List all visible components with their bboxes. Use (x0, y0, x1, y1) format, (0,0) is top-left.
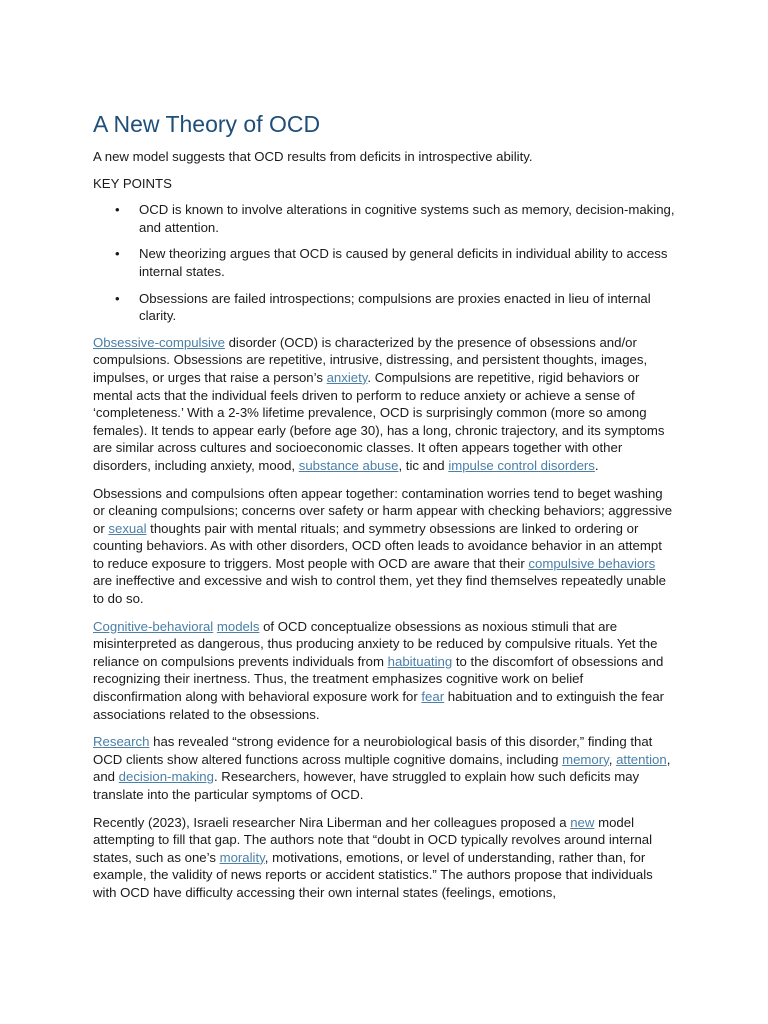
p1-text-1: disorder (OCD) is characterized by the presence of obsessions and/or compulsions. Obsessions are repetitive, intrusive, distressing, and persistent thoughts, images, impulses, or urges that raise a person’s (93, 334, 648, 385)
paragraph-obsessions-compulsions (93, 485, 675, 608)
link-attention[interactable]: attention (616, 751, 667, 767)
article-subtitle: A new model suggests that OCD results from deficits in introspective ability. (93, 149, 533, 164)
p2-text-2: thoughts pair with mental rituals; and symmetry obsessions are linked to ordering or counting behaviors. As with other disorders, OCD often leads to avoidance behavior in an attempt to reduce exposure to triggers. Most people with OCD are aware that their (93, 520, 662, 571)
link-compulsive-behaviors[interactable]: compulsive behaviors (528, 555, 656, 571)
link-cognitive-behavioral[interactable]: Cognitive-behavioral (93, 618, 214, 634)
paragraph-cognitive-behavioral (93, 618, 675, 724)
link-fear[interactable]: fear (421, 689, 445, 705)
link-anxiety[interactable]: anxiety (326, 369, 368, 385)
key-point-3: • Obsessions are failed introspections; compulsions are proxies enacted in lieu of internal clarity. (93, 290, 675, 325)
paragraph-ocd-definition (93, 334, 675, 475)
p4-text-4: . Researchers, however, have struggled to explain how such deficits may translate into the particular symptoms of OCD. (93, 769, 640, 802)
article-body (93, 110, 675, 912)
paragraph-research (93, 733, 675, 803)
p3-text-4: habituation and to extinguish the fear associations related to the obsessions. (93, 689, 665, 722)
p4-text-3: , and (93, 751, 671, 785)
p5-text-1: Recently (2023), Israeli researcher Nira Liberman and her colleagues proposed a (93, 814, 571, 830)
p1-text-3: , tic and (398, 457, 449, 473)
article-title: A New Theory of OCD (93, 111, 321, 137)
p5-text-3: , motivations, emotions, or level of understanding, rather than, for example, the validity of news reports or accident statistics.” The authors propose that individuals with OCD have difficulty accessing their own internal states (feelings, emotions, (93, 849, 653, 900)
p4-text-1: has revealed “strong evidence for a neurobiological basis of this disorder,” finding that OCD clients show altered functions across multiple cognitive domains, including (93, 734, 653, 767)
link-substance-abuse[interactable]: substance abuse (298, 457, 399, 473)
link-new[interactable]: new (570, 814, 595, 830)
link-impulse-control-disorders[interactable]: impulse control disorders (448, 457, 595, 473)
p4-text-2: , (608, 751, 617, 767)
link-models[interactable]: models (216, 618, 260, 634)
link-memory[interactable]: memory (562, 751, 609, 767)
key-points-list (93, 201, 675, 325)
key-points-label: KEY POINTS (93, 175, 172, 191)
key-point-1: • OCD is known to involve alterations in cognitive systems such as memory, decision-making, and attention. (93, 201, 675, 236)
p2-text-3: are ineffective and excessive and wish to control them, yet they find themselves repeatedly unable to do so. (93, 573, 667, 607)
link-research[interactable]: Research (93, 734, 150, 750)
p2-text-1: Obsessions and compulsions often appear together: contamination worries tend to beget washing or cleaning compulsions; concerns over safety or harm appear with checking behaviors; aggressive or (93, 485, 673, 536)
link-sexual[interactable]: sexual (108, 520, 147, 536)
p3-text-3: to the discomfort of obsessions and recognizing their inertness. Thus, the treatment emphasizes cognitive work on belief disconfirmation along with behavioral exposure work for (93, 653, 664, 705)
link-morality[interactable]: morality (219, 849, 265, 865)
p5-text-2: model attempting to fill that gap. The authors note that “doubt in OCD typically revolves around internal states, such as one’s (93, 814, 653, 865)
link-obsessive-compulsive[interactable]: Obsessive-compulsive (93, 334, 225, 350)
paragraph-new-model (93, 814, 675, 902)
p1-text-4: . (594, 457, 599, 473)
link-decision-making[interactable]: decision-making (118, 769, 214, 785)
p1-text-2: . Compulsions are repetitive, rigid behaviors or mental acts that the individual feels driven to perform to reduce anxiety or achieve a sense of ‘completeness.’ With a 2-3% lifetime prevalence, OCD is surprisingly common (more so among females). It tends to appear early (before age 30), has a long, chronic trajectory, and its symptoms are similar across cultures and socioeconomic classes. It often appears together with other disorders, including anxiety, mood, (93, 369, 665, 473)
p3-text-2: of OCD conceptualize obsessions as noxious stimuli that are misinterpreted as dangerous, thus producing anxiety to be reduced by compulsive rituals. Yet the reliance on compulsions prevents individuals from (93, 618, 658, 669)
link-habituating[interactable]: habituating (387, 653, 453, 669)
key-point-2: • New theorizing argues that OCD is caused by general deficits in individual ability to access internal states. (93, 245, 675, 280)
